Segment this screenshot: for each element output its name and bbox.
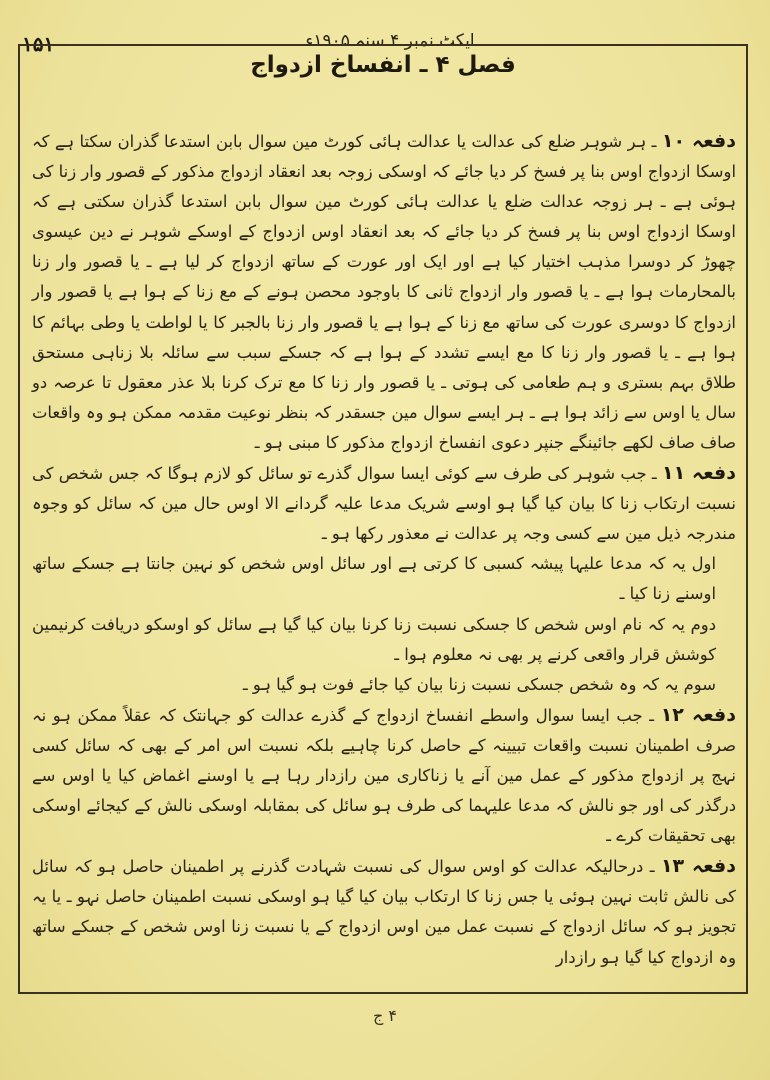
section-head: دفعہ ۱۲ bbox=[660, 703, 736, 726]
page-number: ۱۵۱ bbox=[22, 32, 55, 56]
section-text: درحالیکہ عدالت کو اوس سوال کی نسبت شہادت گذرنے پر اطمینان حاصل ہو کہ سائل کی نالش ثابت نہین ہوئی یا جس زنا کا ارتکاب بیان کیا گیا ہو اوسکی نسبت اطمینان حاصل نہو ـ یا یہ تجویز ہو کہ سائل ازدواج کے نسبت عمل مین اوس ازدواج کے یا نسبت زنا اوس شخص کے جسکے ساتھ وہ ازدواج کیا گیا ہو رازدار bbox=[32, 857, 736, 967]
section-head: دفعہ ۱۱ bbox=[662, 462, 736, 485]
section-10: دفعہ ۱۰ ـ ہر شوہر ضلع کی عدالت یا عدالت ہائی کورٹ مین سوال بابن استدعا گذران سکتا ہے کہ اوسکا ازدواج اوس بنا پر فسخ کر دیا جائے کہ اوسکی زوجہ بعد انعقاد ازدواج مذکور کے قصور وار زنا کی ہوئی ہے ـ ہر زوجہ عدالت ضلع یا عدالت ہائی کورٹ مین سوال بابن استدعا گذران سکتی ہے کہ اوسکا ازدواج اوس بنا پر فسخ کر دیا جائے کہ بعد انعقاد اوس ازدواج کے اوسکے شوہر نے دین عیسوی چھوڑ کر دوسرا مذہب اختیار کیا ہے اور ایک اور عورت کے ساتھ ازدواج کر لیا ہے ـ یا قصور وار زنا بالمحارمات ہوا ہے ـ یا قصور وار ازدواج ثانی کا باوجود محصن ہونے کے مع زنا کے ہوا ہے یا قصور وار ازدواج کا دوسری عورت کی ساتھ مع زنا کے ہوا ہے یا قصور وار زنا بالجبر کا یا لواطت یا وطی بہائم کا ہوا ہے ـ یا قصور وار زنا کا مع ایسے تشدد کے ہوا ہے کہ جسکے سبب سے سائلہ بلا زناہی مستحق طلاق بہم بستری و ہم طعامی کی ہوتی ـ یا قصور وار زنا کا مع ترک کرنا بلا عذر معقول تا عرصہ دو سال یا اوس سے زائد ہوا ہے ـ ہر ایسے سوال مین جسقدر کہ بنظر نوعیت مقدمہ ممکن ہو وہ واقعات صاف صاف لکھے جائینگے جنپر دعوی انفساخ ازدواج مذکور کا مبنی ہو ـ bbox=[32, 130, 736, 452]
section-text: جب ایسا سوال واسطے انفساخ ازدواج کے گذرے عدالت کو جہانتک کہ عقلاً ممکن ہو نہ صرف اطمینان نسبت واقعات تبیینہ کے حاصل کرنا چاہیے بلکہ نسبت اس امر کے بھی کہ سائل کسی نہج پر ازدواج مذکور کے عمل مین آنے یا زناکاری مین رازدار رہا ہے یا اوسنے اغماض کیا یا اوس سے درگذر کی اور جو نالش کہ مدعا علیہما کی طرف ہو سائل کی بمقابلہ اوسکی نالش کے کیجائے اوسکی بھی تحقیقات کرے ـ bbox=[32, 705, 736, 846]
section-11: دفعہ ۱۱ ـ جب شوہر کی طرف سے کوئی ایسا سوال گذرے تو سائل کو لازم ہوگا کہ جس شخص کی نسبت ارتکاب زنا کا بیان کیا گیا ہو اوسے شریک مدعا علیہ گردانے الا اوس حال مین کہ سائل کو وجوہ مندرجہ ذیل مین سے کسی وجہ پر عدالت نے معذور رکھا ہو ـ bbox=[32, 462, 736, 544]
page-header bbox=[0, 10, 770, 56]
body-text bbox=[32, 126, 736, 973]
clause-third: سوم یہ کہ وہ شخص جسکی نسبت زنا بیان کیا جائے فوت ہو گیا ہو ـ bbox=[242, 674, 716, 694]
section-12: دفعہ ۱۲ ـ جب ایسا سوال واسطے انفساخ ازدواج کے گذرے عدالت کو جہانتک کہ عقلاً ممکن ہو نہ صرف اطمینان نسبت واقعات تبیینہ کے حاصل کرنا چاہیے بلکہ نسبت اس امر کے بھی کہ سائل کسی نہج پر ازدواج مذکور کے عمل مین آنے یا زناکاری مین رازدار رہا ہے یا اوسنے اغماض کیا یا اوس سے درگذر کی اور جو نالش کہ مدعا علیہما کی طرف ہو سائل کی بمقابلہ اوسکی نالش کے کیجائے اوسکی بھی تحقیقات کرے ـ bbox=[32, 703, 736, 846]
section-13: دفعہ ۱۳ ـ درحالیکہ عدالت کو اوس سوال کی نسبت شہادت گذرنے پر اطمینان حاصل ہو کہ سائل کی نالش ثابت نہین ہوئی یا جس زنا کا ارتکاب بیان کیا گیا ہو اوسکی نسبت اطمینان حاصل نہو ـ یا یہ تجویز ہو کہ سائل ازدواج کے نسبت عمل مین اوس ازدواج کے یا نسبت زنا اوس شخص کے جسکے ساتھ وہ ازدواج کیا گیا ہو رازدار bbox=[32, 855, 737, 967]
section-head: دفعہ ۱۰ bbox=[661, 130, 736, 152]
section-text: جب شوہر کی طرف سے کوئی ایسا سوال گذرے تو سائل کو لازم ہوگا کہ جس شخص کی نسبت ارتکاب زنا کا بیان کیا گیا ہو اوسے شریک مدعا علیہ گردانے الا اوس حال مین کہ سائل کو وجوہ مندرجہ ذیل مین سے کسی وجہ پر عدالت نے معذور رکھا ہو ـ bbox=[32, 464, 736, 544]
section-head: دفعہ ۱۳ bbox=[660, 855, 737, 878]
text-frame bbox=[18, 44, 748, 994]
chapter-title: فصل ۴ ـ انفساخ ازدواج bbox=[250, 52, 516, 78]
section-text: ہر شوہر ضلع کی عدالت یا عدالت ہائی کورٹ مین سوال بابن استدعا گذران سکتا ہے کہ اوسکا ازدواج اوس بنا پر فسخ کر دیا جائے کہ اوسکی زوجہ بعد انعقاد ازدواج مذکور کے قصور وار زنا کی ہوئی ہے ـ ہر زوجہ عدالت ضلع یا عدالت ہائی کورٹ مین سوال بابن استدعا گذران سکتی ہے کہ اوسکا ازدواج اوس بنا پر فسخ کر دیا جائے کہ بعد انعقاد اوس ازدواج کے اوسکے شوہر نے دین عیسوی چھوڑ کر دوسرا مذہب اختیار کیا ہے اور ایک اور عورت کے ساتھ ازدواج کر لیا ہے ـ یا قصور وار زنا بالمحارمات ہوا ہے ـ یا قصور وار ازدواج ثانی کا باوجود محصن ہونے کے مع زنا کے ہوا ہے یا قصور وار ازدواج کا دوسری عورت کی ساتھ مع زنا کے ہوا ہے یا قصور وار زنا بالجبر کا یا لواطت یا وطی بہائم کا ہوا ہے ـ یا قصور وار زنا کا مع ایسے تشدد کے ہوا ہے کہ جسکے سبب سے سائلہ بلا زناہی مستحق طلاق بہم بستری و ہم طعامی کی ہوتی ـ یا قصور وار زنا کا مع ترک کرنا بلا عذر معقول تا عرصہ دو سال یا اوس سے زائد ہوا ہے ـ ہر ایسے سوال مین جسقدر کہ بنظر نوعیت مقدمہ ممکن ہو وہ واقعات صاف صاف لکھے جائینگے جنپر دعوی انفساخ ازدواج مذکور کا مبنی ہو ـ bbox=[32, 132, 736, 452]
running-head: ایکٹ نمبر ۴ سنہ ۱۹۰۵ء bbox=[305, 31, 475, 51]
clause-second: دوم یہ کہ نام اوس شخص کا جسکی نسبت زنا کرنا بیان کیا گیا ہے سائل کو اوسکو دریافت کرنیمین کوشش قرار واقعی کرنے پر بھی نہ معلوم ہوا ـ bbox=[32, 614, 716, 664]
signature-mark: ۴ ج bbox=[372, 1006, 397, 1025]
clause-first: اول یہ کہ مدعا علیہا پیشہ کسبی کا کرتی ہے اور سائل اوس شخص کو نہین جانتا ہے جسکے ساتھ اوسنے زنا کیا ـ bbox=[32, 554, 716, 604]
